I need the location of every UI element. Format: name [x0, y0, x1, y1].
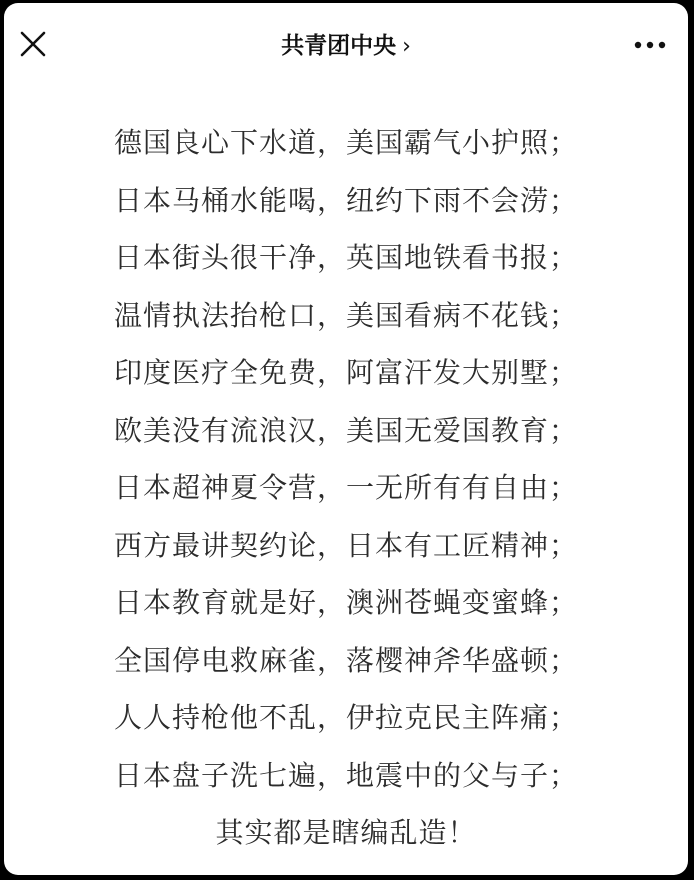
poem-line: 西方最讲契约论，日本有工匠精神；: [113, 528, 578, 562]
poem-line: 人人持枪他不乱，伊拉克民主阵痛；: [113, 701, 578, 734]
more-horizontal-icon: [630, 33, 670, 57]
article-window: [4, 3, 688, 875]
poem-line: 日本教育就是好，澳洲苍蝇变蜜蜂；: [113, 586, 578, 619]
top-bar: [4, 3, 688, 85]
poem-line: 欧美没有流浪汉，美国无爱国教育；: [113, 413, 578, 447]
more-button[interactable]: [630, 33, 670, 57]
poem-line: 日本马桶水能喝，纽约下雨不会涝；: [113, 183, 578, 217]
poem-line: 日本街头很干净，英国地铁看书报；: [113, 241, 578, 274]
poem-line-final: 其实都是瞎编乱造！: [215, 816, 477, 849]
poem-line: 全国停电救麻雀，落樱神斧华盛顿；: [113, 643, 578, 677]
poem-line: 温情执法抬枪口，美国看病不花钱；: [113, 298, 578, 332]
poem-body: [4, 118, 688, 866]
account-name: 共青团中央: [281, 33, 397, 59]
account-title-link[interactable]: [4, 29, 688, 64]
poem-line: 日本超神夏令营，一无所有有自由；: [113, 471, 578, 504]
poem-line: 日本盘子洗七遍，地震中的父与子；: [113, 758, 578, 792]
chevron-right-icon: ›: [402, 34, 411, 59]
poem-line: 印度医疗全免费，阿富汗发大别墅；: [113, 356, 578, 389]
poem-line: 德国良心下水道，美国霸气小护照；: [113, 126, 578, 159]
